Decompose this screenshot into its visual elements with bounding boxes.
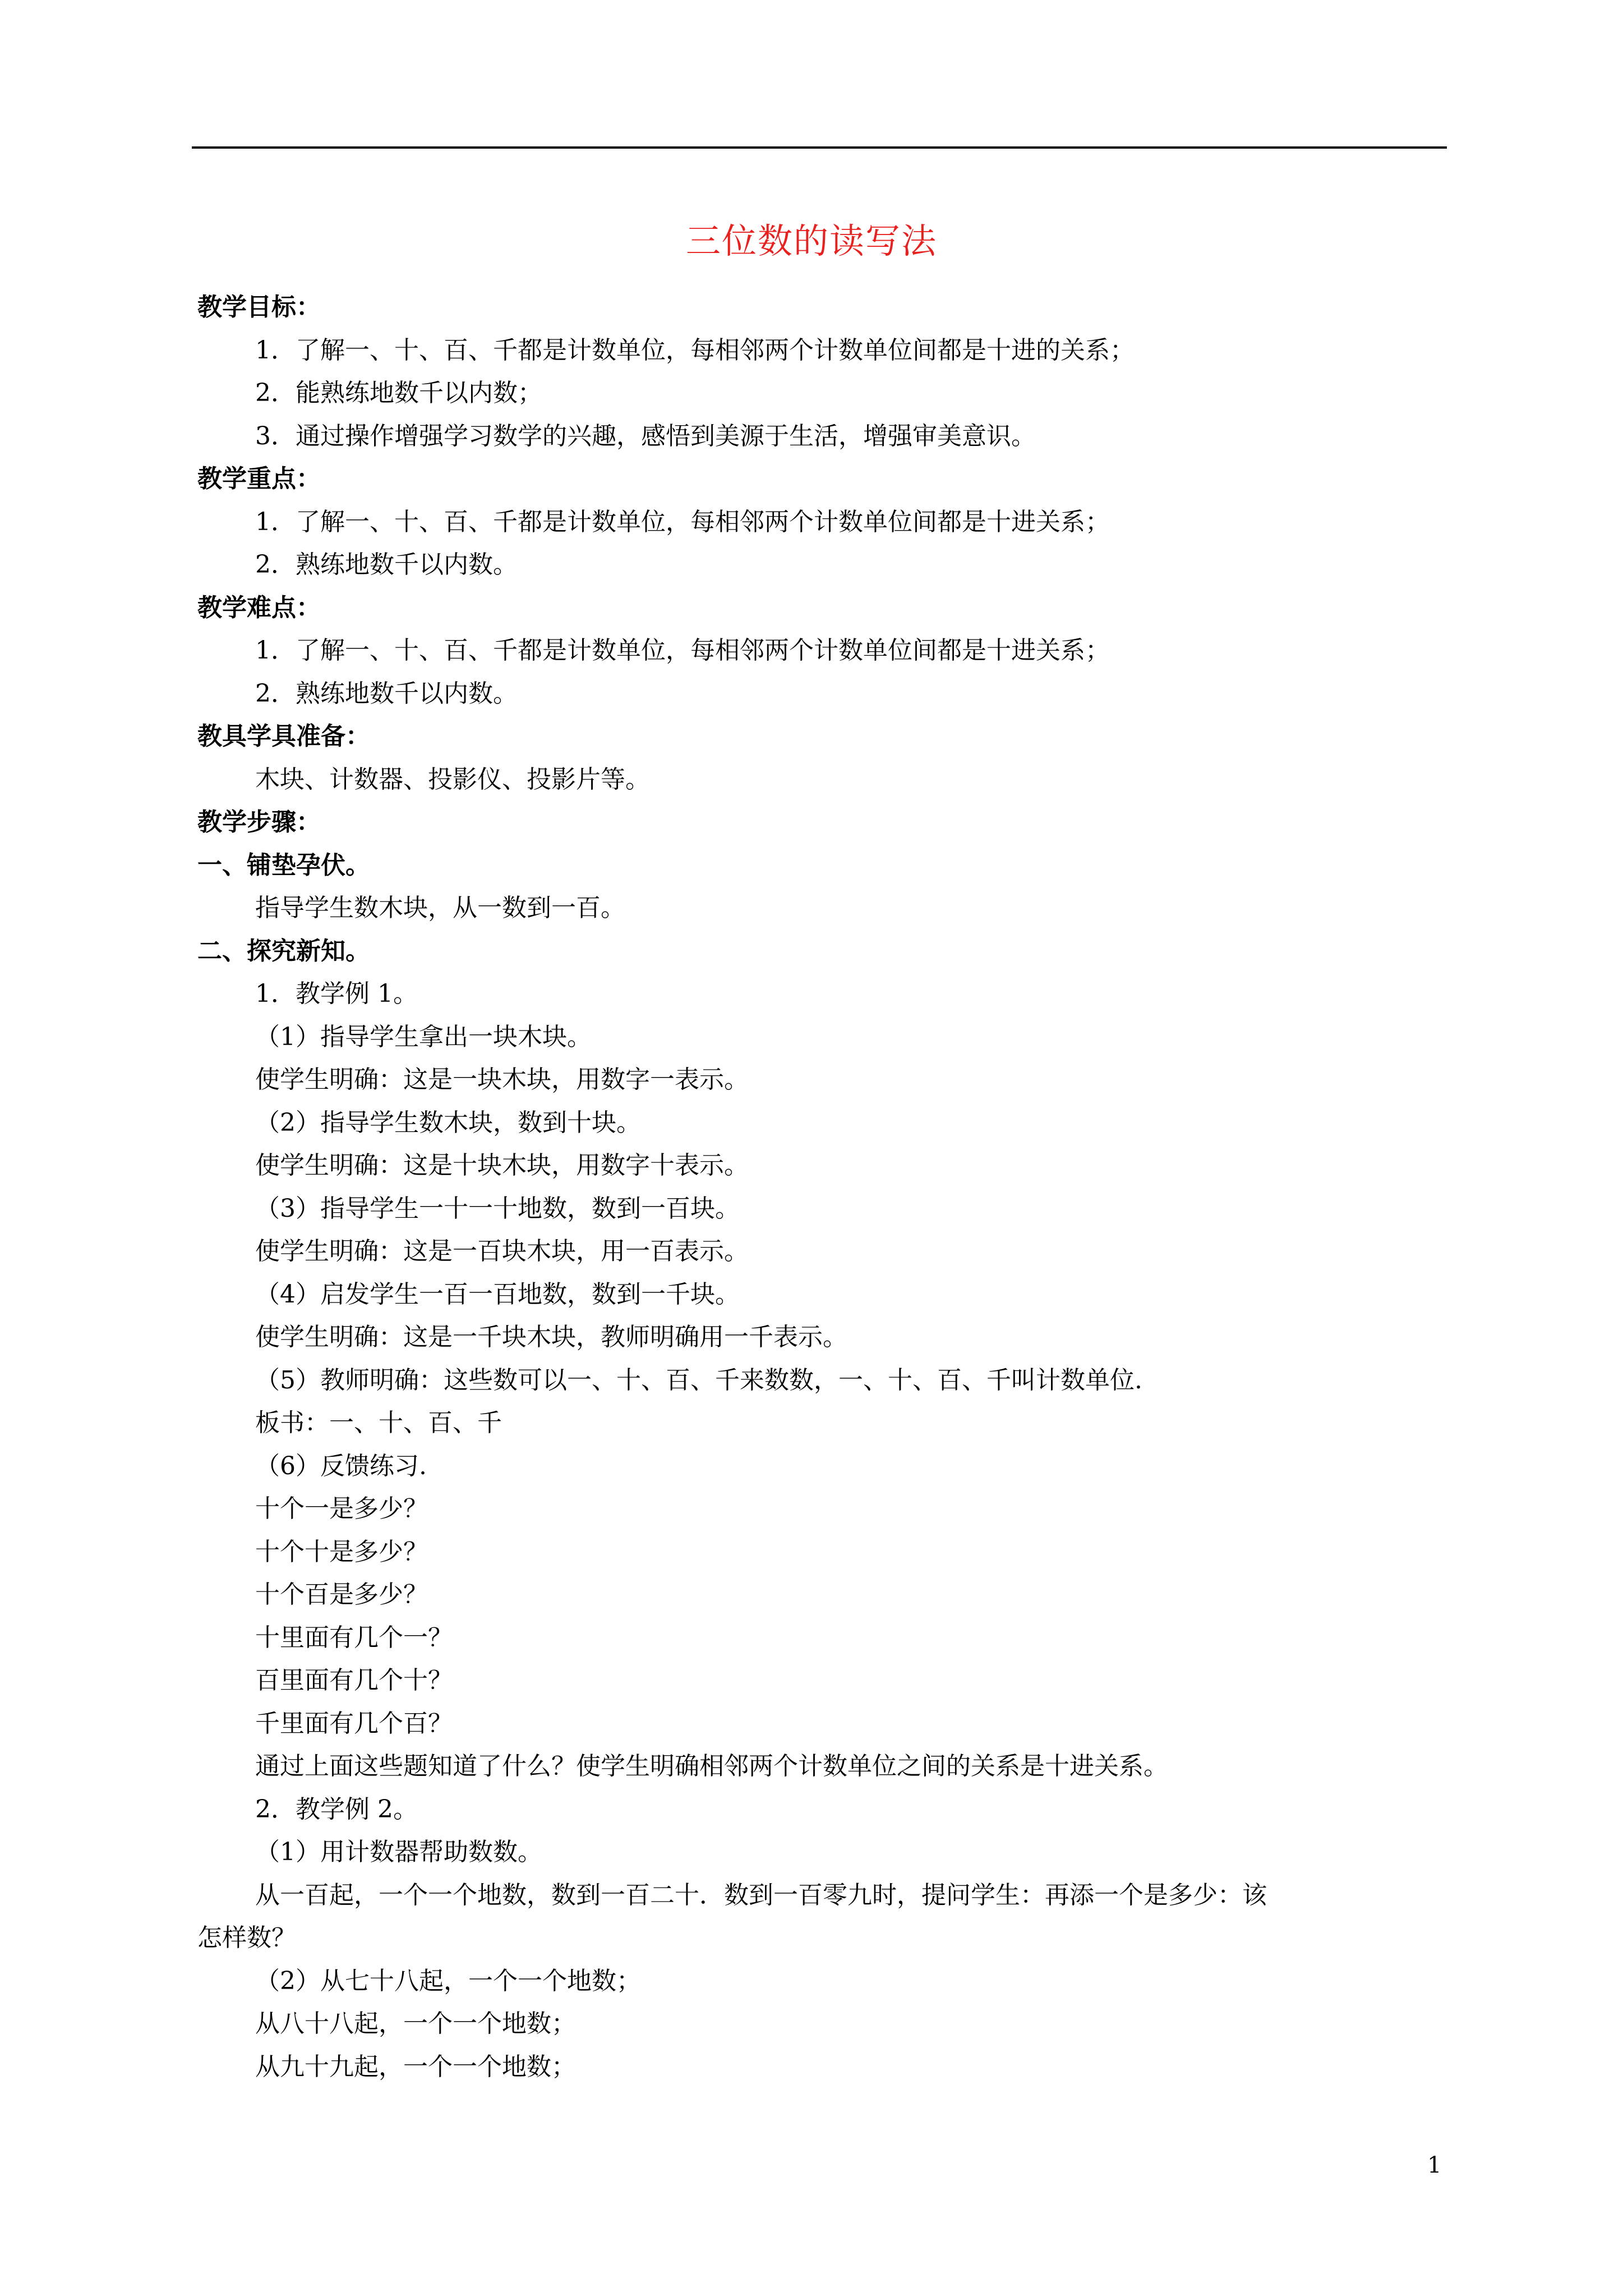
body-line: 千里面有几个百？ bbox=[255, 1709, 453, 1738]
body-line: （3）指导学生一十一十地数，数到一百块。 bbox=[255, 1194, 740, 1223]
section-heading: 教学步骤： bbox=[197, 808, 321, 836]
body-line: 1．了解一、十、百、千都是计数单位，每相邻两个计数单位间都是十进的关系； bbox=[255, 335, 1135, 365]
body-line: 通过上面这些题知道了什么？使学生明确相邻两个计数单位之间的关系是十进关系。 bbox=[255, 1752, 1168, 1780]
section-heading: 二、探究新知。 bbox=[197, 936, 370, 965]
body-line: 使学生明确：这是一块木块，用数字一表示。 bbox=[255, 1065, 749, 1094]
page-number: 1 bbox=[1427, 2152, 1442, 2178]
body-line: 十个百是多少？ bbox=[255, 1580, 428, 1609]
body-line: 怎样数？ bbox=[197, 1924, 296, 1952]
body-line: 从八十八起，一个一个地数； bbox=[255, 2009, 576, 2038]
section-heading: 一、铺垫孕伏。 bbox=[197, 850, 370, 880]
section-heading: 教学重点： bbox=[197, 464, 321, 493]
body-line: 使学生明确：这是一百块木块，用一百表示。 bbox=[255, 1237, 749, 1266]
section-heading: 教学目标： bbox=[197, 293, 321, 321]
body-line: 十个十是多少？ bbox=[255, 1537, 428, 1566]
body-line: 从一百起，一个一个地数，数到一百二十．数到一百零九时，提问学生：再添一个是多少：该 bbox=[255, 1880, 1267, 1910]
body-line: （6）反馈练习. bbox=[255, 1451, 427, 1480]
body-line: 使学生明确：这是十块木块，用数字十表示。 bbox=[255, 1151, 749, 1180]
body-line: 3．通过操作增强学习数学的兴趣，感悟到美源于生活，增强审美意识。 bbox=[255, 421, 1036, 450]
body-line: （4）启发学生一百一百地数，数到一千块。 bbox=[255, 1280, 740, 1309]
body-line: 从九十九起，一个一个地数； bbox=[255, 2052, 576, 2081]
body-line: 2．教学例 2。 bbox=[255, 1795, 418, 1824]
body-line: 十个一是多少？ bbox=[255, 1494, 428, 1523]
body-line: 2．能熟练地数千以内数； bbox=[255, 379, 542, 407]
body-line: 百里面有几个十？ bbox=[255, 1666, 453, 1695]
header-rule bbox=[192, 146, 1447, 149]
body-line: （2）从七十八起，一个一个地数； bbox=[255, 1966, 641, 1995]
body-line: 1．教学例 1。 bbox=[255, 979, 418, 1008]
body-line: 板书：一、十、百、千 bbox=[255, 1409, 502, 1437]
body-line: （5）教师明确：这些数可以一、十、百、千来数数，一、十、百、千叫计数单位. bbox=[255, 1365, 1142, 1395]
body-line: 1．了解一、十、百、千都是计数单位，每相邻两个计数单位间都是十进关系； bbox=[255, 507, 1110, 536]
body-line: （1）指导学生拿出一块木块。 bbox=[255, 1022, 592, 1051]
body-line: 木块、计数器、投影仪、投影片等。 bbox=[255, 765, 650, 794]
section-heading: 教学难点： bbox=[197, 593, 321, 622]
body-line: 使学生明确：这是一千块木块，教师明确用一千表示。 bbox=[255, 1323, 847, 1351]
document-title: 三位数的读写法 bbox=[685, 220, 937, 261]
body-line: 十里面有几个一？ bbox=[255, 1623, 453, 1652]
body-line: 1．了解一、十、百、千都是计数单位，每相邻两个计数单位间都是十进关系； bbox=[255, 636, 1110, 665]
body-line: 指导学生数木块，从一数到一百。 bbox=[255, 894, 625, 922]
body-line: 2．熟练地数千以内数。 bbox=[255, 679, 518, 708]
section-heading: 教具学具准备： bbox=[197, 722, 370, 751]
body-line: （2）指导学生数木块，数到十块。 bbox=[255, 1108, 641, 1137]
body-line: （1）用计数器帮助数数。 bbox=[255, 1838, 542, 1866]
document-body bbox=[197, 286, 1444, 2088]
body-line: 2．熟练地数千以内数。 bbox=[255, 550, 518, 579]
